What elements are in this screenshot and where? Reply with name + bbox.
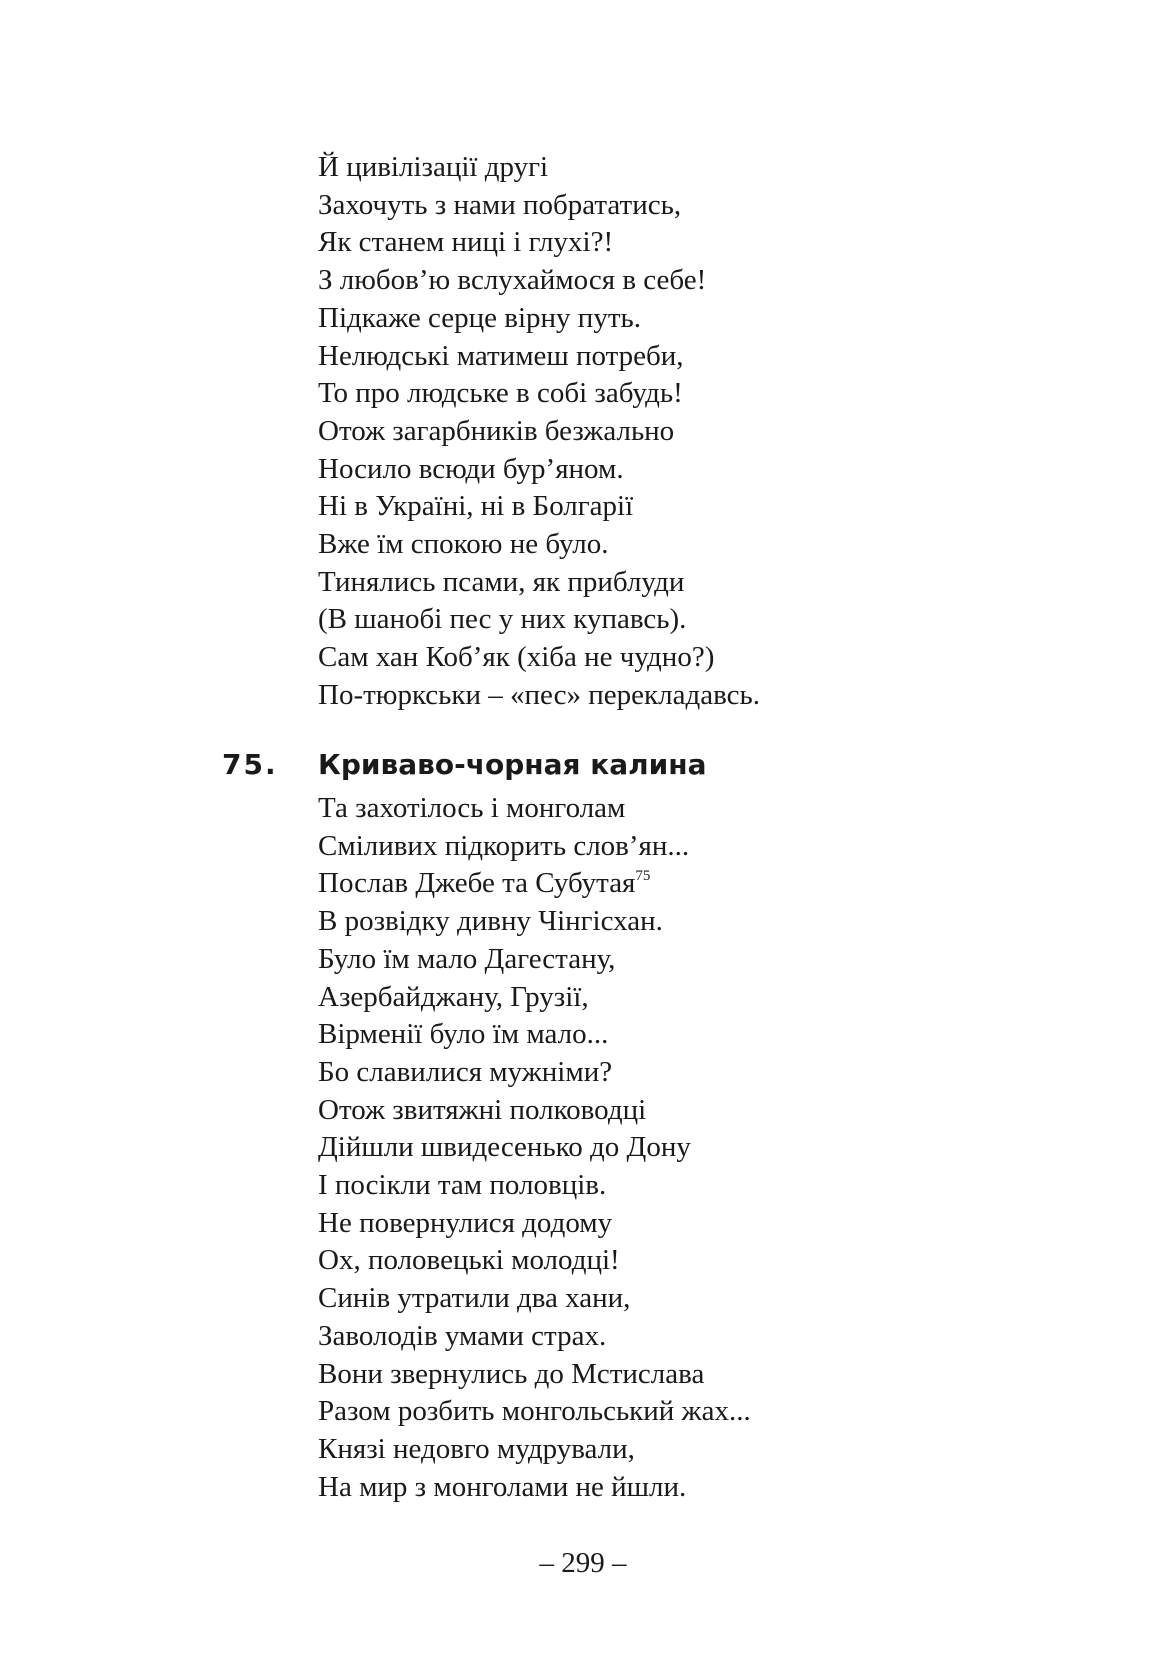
- verse-line: Вірменії було їм мало...: [318, 1018, 609, 1051]
- verse-line: Та захотілось і монголам: [318, 792, 626, 824]
- verse-line: Не повернулися додому: [318, 1206, 613, 1239]
- verse-line-with-footnote: [318, 865, 751, 903]
- verse-line: Ні в Україні, ні в Болгарії: [318, 490, 634, 523]
- verse-line: Сам хан Коб’як (хіба не чудно?): [318, 641, 715, 674]
- verse-line: Азербайджану, Грузії,: [318, 980, 589, 1013]
- verse-line: Дійшли швидесенько до Дону: [318, 1131, 691, 1164]
- verse-line: Бо славилися мужніми?: [318, 1055, 613, 1088]
- verse-line: По-тюркськи – «пес» перекладавсь.: [318, 678, 760, 711]
- poem-title: Кривавo-чорная калина: [318, 748, 707, 781]
- verse-line: Отож загарбників безжально: [318, 414, 675, 447]
- verse-line: Й цивілізації другі: [318, 151, 549, 183]
- verse-line: Підкаже серце вірну путь.: [318, 301, 641, 334]
- verse-line: Заволодів умами страх.: [318, 1319, 607, 1352]
- verse-line: Нелюдські матимеш потреби,: [318, 339, 684, 372]
- poem-stanza-continued: [318, 149, 760, 715]
- verse-line: В розвідку дивну Чінгісхан.: [318, 905, 663, 938]
- verse-line: Отож звитяжні полководці: [318, 1093, 647, 1126]
- verse-line: Сміливих підкорить слов’ян...: [318, 829, 690, 862]
- verse-line: Як станем ниці і глухі?!: [318, 226, 614, 259]
- poem-number: 75.: [222, 748, 278, 781]
- verse-line: Синів утратили два хани,: [318, 1282, 631, 1315]
- verse-line: То про людське в собі забудь!: [318, 377, 683, 410]
- footnote-reference[interactable]: 75: [635, 868, 651, 885]
- verse-line: Було їм мало Дагестану,: [318, 942, 616, 975]
- poem-heading: [222, 745, 706, 785]
- poem-stanza: [318, 790, 751, 1506]
- verse-line: На мир з монголами не йшли.: [318, 1470, 687, 1503]
- verse-line: Разом розбить монгольський жах...: [318, 1395, 751, 1428]
- verse-line: І посікли там половців.: [318, 1169, 607, 1202]
- verse-line: (В шанобі пес у них купавсь).: [318, 603, 687, 636]
- verse-line: Тинялись псами, як приблуди: [318, 565, 685, 598]
- verse-line: Ох, половецькі молодці!: [318, 1244, 620, 1277]
- verse-line: Князі недовго мудрували,: [318, 1432, 635, 1465]
- verse-line: З любов’ю вслухаймося в себе!: [318, 264, 707, 297]
- verse-line: Захочуть з нами побрататись,: [318, 188, 682, 221]
- verse-line-text: Послав Джебе та Субутая: [318, 867, 636, 900]
- verse-line: Вже їм спокою не було.: [318, 528, 609, 561]
- verse-line: Вони звернулись до Мстислава: [318, 1357, 705, 1390]
- verse-line: Носило всюди бур’яном.: [318, 452, 624, 485]
- page-number: – 299 –: [539, 1547, 627, 1579]
